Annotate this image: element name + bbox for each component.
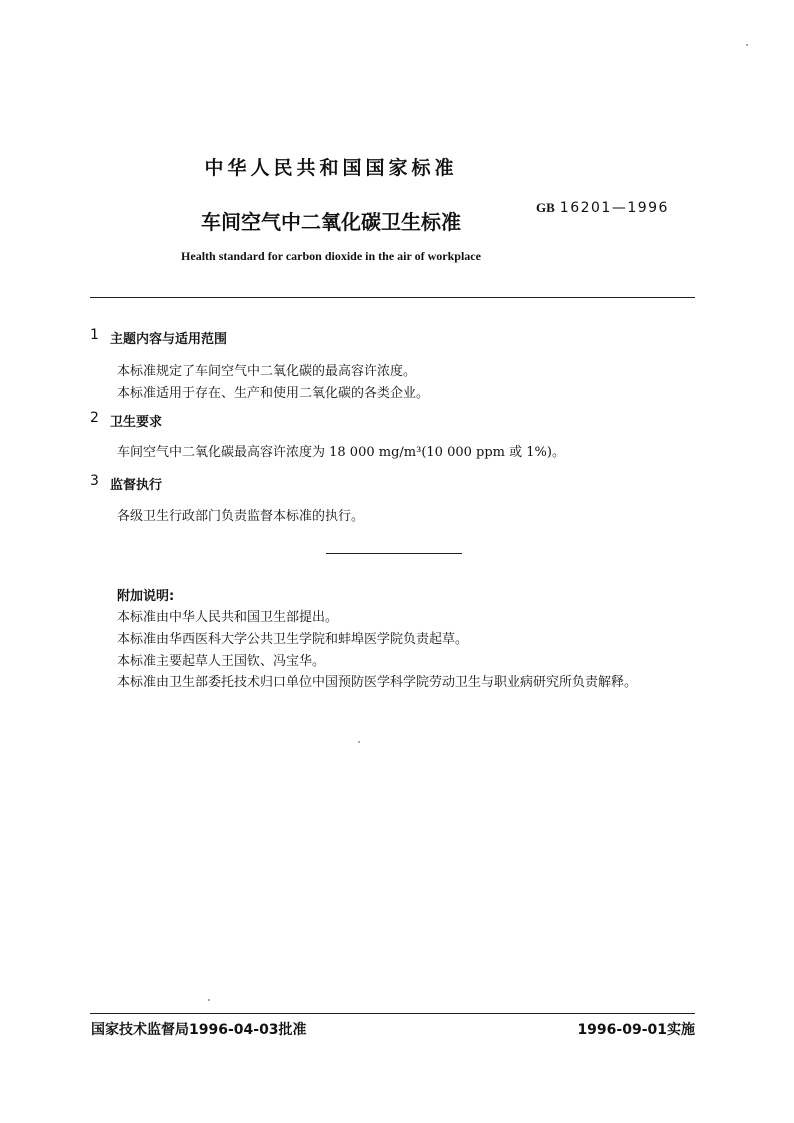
section-2-paragraph-1: 车间空气中二氧化碳最高容许浓度为 18 000 mg/m³(10 000 ppm 或 1%)。 xyxy=(117,445,565,460)
additional-note-line: 本标准由华西医科大学公共卫生学院和蚌埠医学院负责起草。 xyxy=(117,632,469,647)
scan-speck xyxy=(746,44,748,46)
effective-date: 1996-09-01实施 xyxy=(577,1022,695,1038)
section-1-paragraph-2: 本标准适用于存在、生产和使用二氧化碳的各类企业。 xyxy=(117,386,430,401)
top-divider xyxy=(90,297,695,298)
end-of-text-divider xyxy=(326,553,462,554)
section-1-title: 主题内容与适用范围 xyxy=(110,332,228,347)
standard-title-en: Health standard for carbon dioxide in the air of workplace xyxy=(181,249,481,263)
section-3-title: 监督执行 xyxy=(110,478,163,493)
approval-date: 国家技术监督局1996-04-03批准 xyxy=(91,1022,307,1038)
additional-note-line: 本标准主要起草人王国钦、冯宝华。 xyxy=(117,654,326,669)
standard-title-cn: 车间空气中二氧化碳卫生标准 xyxy=(201,210,461,234)
gb-number: 16201—1996 xyxy=(559,200,669,216)
scan-speck xyxy=(358,741,360,743)
national-standard-heading: 中华人民共和国国家标准 xyxy=(204,157,458,179)
footer-divider xyxy=(90,1013,695,1014)
gb-prefix: GB xyxy=(536,200,555,215)
section-3-paragraph-1: 各级卫生行政部门负责监督本标准的执行。 xyxy=(117,509,365,524)
section-2-number: 2 xyxy=(90,410,99,426)
section-1-number: 1 xyxy=(90,327,99,343)
additional-notes-heading: 附加说明: xyxy=(117,589,175,604)
section-2-title: 卫生要求 xyxy=(110,415,163,430)
section-1-paragraph-1: 本标准规定了车间空气中二氧化碳的最高容许浓度。 xyxy=(117,364,417,379)
additional-note-line: 本标准由中华人民共和国卫生部提出。 xyxy=(117,610,339,625)
additional-note-line: 本标准由卫生部委托技术归口单位中国预防医学科学院劳动卫生与职业病研究所负责解释。 xyxy=(117,675,638,690)
section-3-number: 3 xyxy=(90,473,99,489)
scan-speck xyxy=(208,999,210,1001)
